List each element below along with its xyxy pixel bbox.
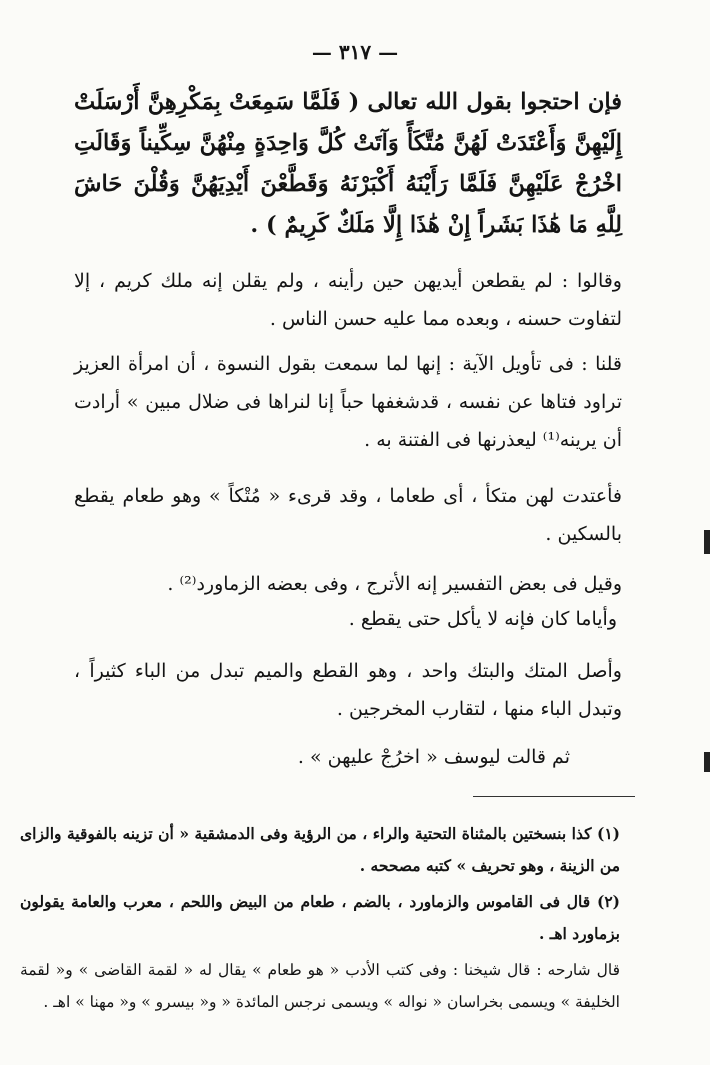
body-paragraph-2: قلنا : فى تأويل الآية : إنها لما سمعت بقول النسوة ، أن امرأة العزيز تراود فتاها عن نفسه ، قدشغفها حباً إنا لنراها فى ضلال مبين » أرادت أن يرينه⁽¹⁾ ليعذرنها فى الفتنة به . (74, 353, 622, 451)
body-paragraph-1: وقالوا : لم يقطعن أيديهن حين رأينه ، ولم يقلن إنه ملك كريم ، إلا لتفاوت حسنه ، وبعده مما عليه حسن الناس . (74, 270, 622, 330)
quran-verse-paragraph: فإن احتجوا بقول الله تعالى ( فَلَمَّا سَمِعَتْ بِمَكْرِهِنَّ أَرْسَلَتْ إِلَيْهِنَّ وَأَعْتَدَتْ لَهُنَّ مُتَّكَأً وَآتَتْ كُلَّ وَاحِدَةٍ مِنْهُنَّ سِكِّيناً وَقَالَتِ اخْرُجْ عَلَيْهِنَّ فَلَمَّا رَأَيْنَهُ أَكْبَرْنَهُ وَقَطَّعْنَ أَيْدِيَهُنَّ وَقُلْنَ حَاشَ لِلَّهِ مَا هَٰذَا بَشَراً إِنْ هَٰذَا إِلَّا مَلَكٌ كَرِيمٌ ) . (74, 89, 622, 238)
page-edge-mark (704, 752, 710, 772)
page-edge-mark (704, 530, 710, 554)
body-paragraph-4: وقيل فى بعض التفسير إنه الأترج ، وفى بعضه الزماورد⁽²⁾ . (167, 573, 622, 595)
body-paragraph-3: فأعتدت لهن متكأ ، أى طعاما ، وقد قرىء « مُتْكاً » وهو طعام يقطع بالسكين . (74, 485, 622, 545)
footnotes (20, 818, 620, 1022)
footnote-2: (٢) قال فى القاموس والزماورد ، بالضم ، طعام من البيض واللحم ، معرب والعامة يقولون بزماورد اهـ . (20, 892, 620, 943)
footnote-divider (473, 796, 635, 797)
body-paragraph-6: وأصل المتك والبتك واحد ، وهو القطع والميم تبدل من الباء كثيراً ، وتبدل الباء منها ، لتقارب المخرجين . (74, 660, 622, 720)
footnote-commentary: قال شارحه : قال شيخنا : وفى كتب الأدب « هو طعام » يقال له « لقمة القاضى » و« لقمة الخليفة » ويسمى بخراسان « نواله » ويسمى نرجس المائدة « و« بيسرو » و« مهنا » اهـ . (20, 961, 620, 1011)
footnote-1: (١) كذا بنسختين بالمثناة التحتية والراء ، من الرؤية وفى الدمشقية « أن تزينه بالفوقية والزاى من الزينة ، وهو تحريف » كتبه مصححه . (20, 824, 620, 875)
page-number: — ٣١٧ — (311, 40, 399, 64)
body-paragraph-5: وأياما كان فإنه لا يأكل حتى يقطع . (348, 608, 617, 630)
body-paragraph-7: ثم قالت ليوسف « اخرُجْ عليهن » . (297, 746, 570, 768)
